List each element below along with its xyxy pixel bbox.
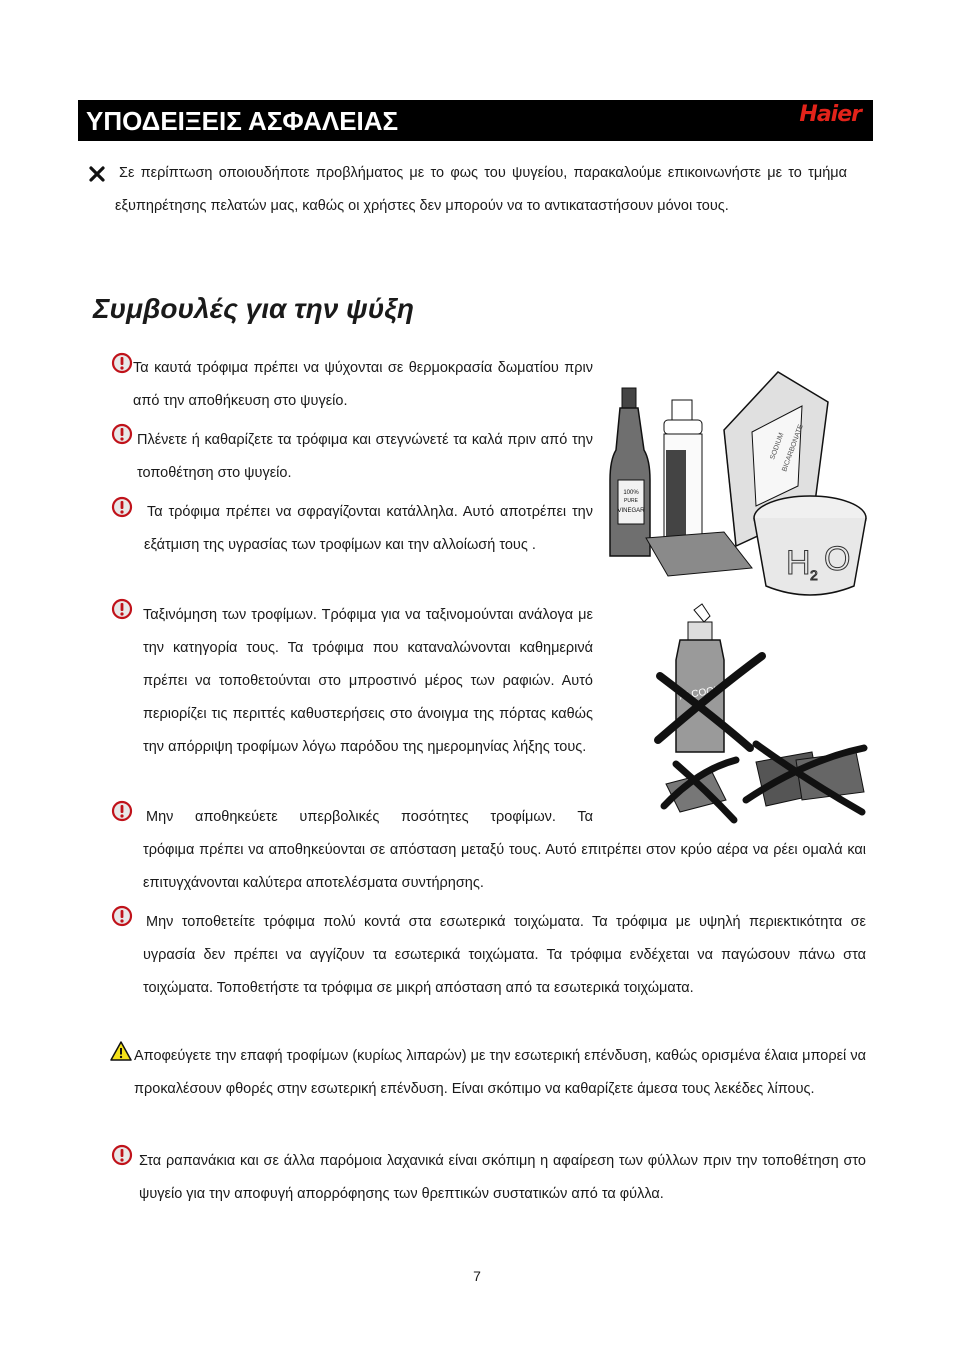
svg-text:100%: 100% — [623, 490, 639, 496]
exclamation-circle-icon — [111, 423, 133, 445]
exclamation-circle-icon — [111, 598, 133, 620]
svg-text:VINEGAR: VINEGAR — [617, 508, 645, 514]
tip-8: Στα ραπανάκια και σε άλλα παρόμοια λαχανικά είναι σκόπιμη η αφαίρεση των φύλλων πριν την τοποθέτηση στο ψυγείο για την αποφυγή απορρόφησης των θρεπτικών συστατικών από τα φύλλα. — [139, 1153, 866, 1202]
tip-6: Μην τοποθετείτε τρόφιμα πολύ κοντά στα εσωτερικά τοιχώματα. Τα τρόφιμα με υψηλή περιεκτικότητα σε υγρασία δεν πρέπει να αγγίζουν τα εσωτερικά τοιχώματα. Τα τρόφιμα ενδέχεται να παγώσουν πάνω στα τοιχώματα. Τοποθετήστε τα τρόφιμα σε μικρή απόσταση από τα εσωτερικά τοιχώματα. — [143, 914, 866, 996]
vinegar-bottle — [610, 388, 650, 556]
page-number: 7 — [473, 1268, 481, 1284]
svg-text:H: H — [786, 544, 811, 582]
svg-text:BICARBONATE: BICARBONATE — [781, 423, 805, 473]
x-mark-icon — [88, 165, 106, 183]
exclamation-circle-icon — [111, 905, 133, 927]
alcohol-bottle — [676, 604, 724, 752]
exclamation-circle-icon — [111, 352, 133, 374]
tip-7: Αποφεύγετε την επαφή τροφίμων (κυρίως λιπαρών) με την εσωτερική επένδυση, καθώς ορισμένα έλαια μπορεί να προκαλέσουν φθορές στην εσωτερική επένδυση. Είναι σκόπιμο να καθαρίζετε άμεσα τους λεκέδες λίπους. — [134, 1048, 866, 1097]
white-bottle — [664, 400, 702, 544]
cleaning-supplies-illustration — [606, 360, 874, 828]
svg-text:ALCOOL: ALCOOL — [678, 684, 721, 703]
water-bucket — [754, 496, 866, 595]
tip-2: Πλένετε ή καθαρίζετε τα τρόφιμα και στεγνώνετέ τα καλά πριν από την τοποθέτηση στο ψυγείο. — [137, 432, 593, 481]
svg-text:2: 2 — [810, 567, 818, 583]
exclamation-circle-icon — [111, 496, 133, 518]
tip-4: Ταξινόμηση των τροφίμων. Τρόφιμα για να ταξινομούνται ανάλογα με την κατηγορία τους. Τα τρόφιμα που καταναλώνονται καθημερινά πρέπει να τοποθετούνται στο μπροστινό μέρος των ραφιών. Αυτό περιορίζει τις περιττές καθυστερήσεις στο άνοιγμα της πόρτας καθώς την απόρριψη τροφίμων λόγω παρόδου της ημερομηνίας λήξης τους. — [143, 607, 593, 755]
svg-text:O: O — [824, 540, 851, 578]
exclamation-circle-icon — [111, 1144, 133, 1166]
tip-3: Τα τρόφιμα πρέπει να σφραγίζονται κατάλληλα. Αυτό αποτρέπει την εξάτμιση της υγρασίας των τροφίμων και την αλλοίωσή τους . — [144, 504, 593, 553]
intro-note: Σε περίπτωση οποιουδήποτε προβλήματος με το φως του ψυγείου, παρακαλούμε επικοινωνήστε με το τμήμα εξυπηρέτησης πελατών μας, καθώς οι χρήστες δεν μπορούν να το αντικαταστήσουν μόνοι τους. — [115, 165, 847, 214]
tip-1: Τα καυτά τρόφιμα πρέπει να ψύχονται σε θερμοκρασία δωματίου πριν από την αποθήκευση στο ψυγείο. — [133, 360, 593, 409]
header-bar — [78, 100, 873, 141]
section-title: Συμβουλές για την ψύξη — [93, 293, 414, 324]
brand-logo: Haier — [799, 102, 861, 127]
tip-5-rest: τρόφιμα πρέπει να αποθηκεύονται σε απόσταση μεταξύ τους. Αυτό επιτρέπει στον κρύο αέρα να ρέει ομαλά και επιτυγχάνονται καλύτερα αποτελέσματα συντήρησης. — [143, 842, 866, 891]
warning-triangle-icon — [110, 1040, 132, 1062]
exclamation-circle-icon — [111, 800, 133, 822]
svg-text:SODIUM: SODIUM — [769, 431, 786, 461]
tip-5-first-line: Μην αποθηκεύετε υπερβολικές ποσότητες τροφίμων. Τα — [146, 809, 593, 825]
svg-text:PURE: PURE — [624, 498, 638, 504]
page-title: ΥΠΟΔΕΙΞΕΙΣ ΑΣΦΑΛΕΙΑΣ — [86, 106, 399, 136]
